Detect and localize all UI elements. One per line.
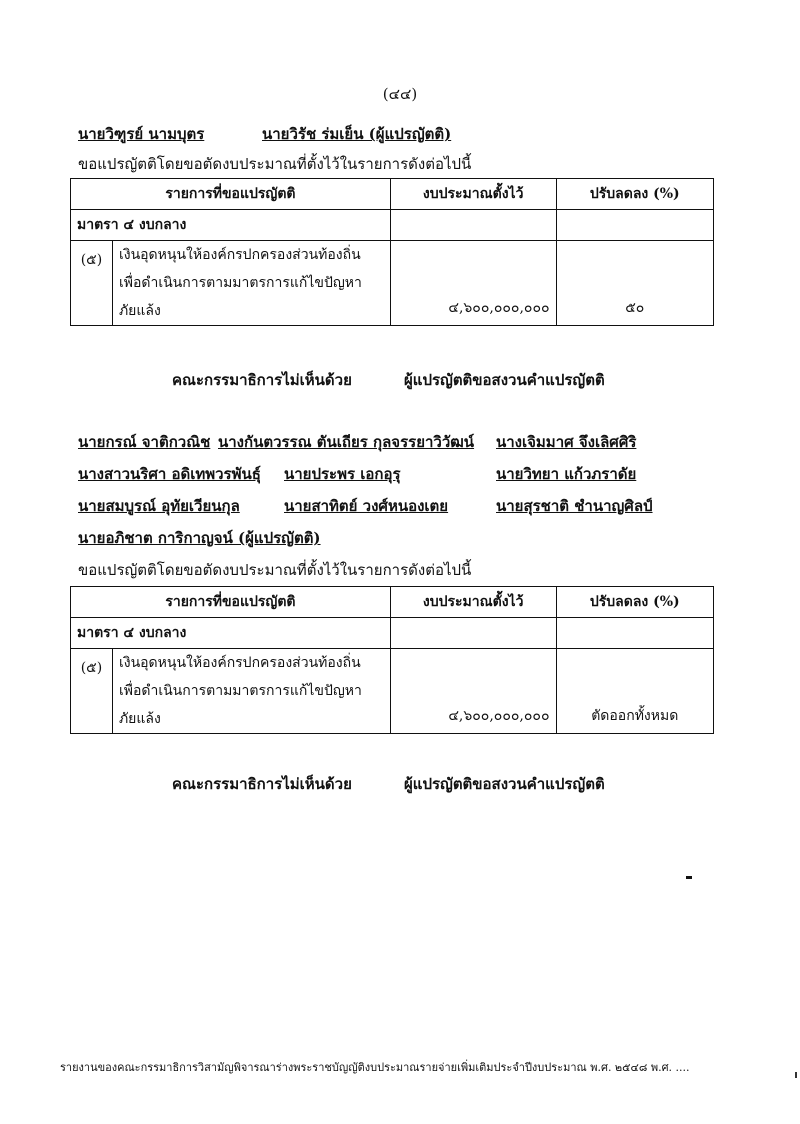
header-budget: งบประมาณตั้งไว้	[390, 179, 556, 210]
item-description	[112, 241, 390, 326]
section-label: มาตรา ๔ งบกลาง	[71, 210, 391, 241]
item-line: เงินอุดหนุนให้องค์กรปกครองส่วนท้องถิ่น	[118, 655, 361, 671]
item-index: (๕)	[71, 649, 113, 734]
header-cut: ปรับลดลง (%)	[556, 179, 713, 210]
item-line: เงินอุดหนุนให้องค์กรปกครองส่วนท้องถิ่น	[118, 247, 361, 263]
member-name: นางกันตวรรณ ตันเถียร กุลจรรยาวิวัฒน์	[218, 433, 475, 451]
amendment-table	[70, 586, 714, 734]
item-description	[112, 649, 390, 734]
header-cut: ปรับลดลง (%)	[556, 587, 713, 618]
item-line: ภัยแล้ง	[118, 711, 161, 727]
mover-reservation: ผู้แปรญัตติขอสงวนคำแปรญัตติ	[404, 371, 605, 389]
member-name: นายอภิชาต การิกาญจน์ (ผู้แปรญัตติ)	[78, 529, 321, 547]
member-name: นายวิทยา แก้วภราดัย	[496, 465, 637, 483]
amendment-intro: ขอแปรญัตติโดยขอตัดงบประมาณที่ตั้งไว้ในรายการดังต่อไปนี้	[78, 155, 472, 173]
page-number: (๔๔)	[382, 85, 418, 103]
member-name: นายวิรัช ร่มเย็น (ผู้แปรญัตติ)	[262, 125, 452, 143]
budget-amount: ๔,๖๐๐,๐๐๐,๐๐๐	[390, 241, 556, 326]
page-footer: รายงานของคณะกรรมาธิการวิสามัญพิจารณาร่างพระราชบัญญัติงบประมาณรายจ่ายเพิ่มเติมประจำปีงบประมาณ พ.ศ. ๒๕๔๘ พ.ศ. ....	[60, 1061, 690, 1074]
committee-verdict: คณะกรรมาธิการไม่เห็นด้วย	[172, 775, 352, 793]
budget-amount: ๔,๖๐๐,๐๐๐,๐๐๐	[390, 649, 556, 734]
header-budget: งบประมาณตั้งไว้	[390, 587, 556, 618]
mover-reservation: ผู้แปรญัตติขอสงวนคำแปรญัตติ	[404, 775, 605, 793]
member-name: นายสาทิตย์ วงศ์หนองเตย	[284, 497, 449, 515]
item-line: ภัยแล้ง	[118, 303, 161, 319]
cut-value: ๕๐	[556, 241, 713, 326]
member-name: นางเจิมมาศ จึงเลิศศิริ	[496, 433, 637, 451]
item-line: เพื่อดำเนินการตามมาตรการแก้ไขปัญหา	[118, 275, 362, 291]
member-name: นายสมบูรณ์ อุทัยเวียนกุล	[78, 497, 240, 515]
item-line: เพื่อดำเนินการตามมาตรการแก้ไขปัญหา	[118, 683, 362, 699]
header-item: รายการที่ขอแปรญัตติ	[71, 587, 391, 618]
scan-speck	[686, 876, 692, 879]
section-label: มาตรา ๔ งบกลาง	[71, 618, 391, 649]
member-name: นางสาวนริศา อดิเทพวรพันธุ์	[78, 465, 261, 483]
header-item: รายการที่ขอแปรญัตติ	[71, 179, 391, 210]
scan-edge-mark	[795, 1072, 797, 1078]
member-name: นายกรณ์ จาติกวณิช	[78, 433, 211, 451]
member-name: นายวิฑูรย์ นามบุตร	[78, 125, 205, 143]
amendment-intro: ขอแปรญัตติโดยขอตัดงบประมาณที่ตั้งไว้ในรายการดังต่อไปนี้	[78, 561, 472, 579]
cut-value: ตัดออกทั้งหมด	[556, 649, 713, 734]
amendment-table	[70, 178, 714, 326]
member-name: นายสุรชาติ ชำนาญศิลป์	[496, 497, 653, 515]
committee-verdict: คณะกรรมาธิการไม่เห็นด้วย	[172, 371, 352, 389]
member-name: นายประพร เอกอุรุ	[284, 465, 401, 483]
item-index: (๕)	[71, 241, 113, 326]
